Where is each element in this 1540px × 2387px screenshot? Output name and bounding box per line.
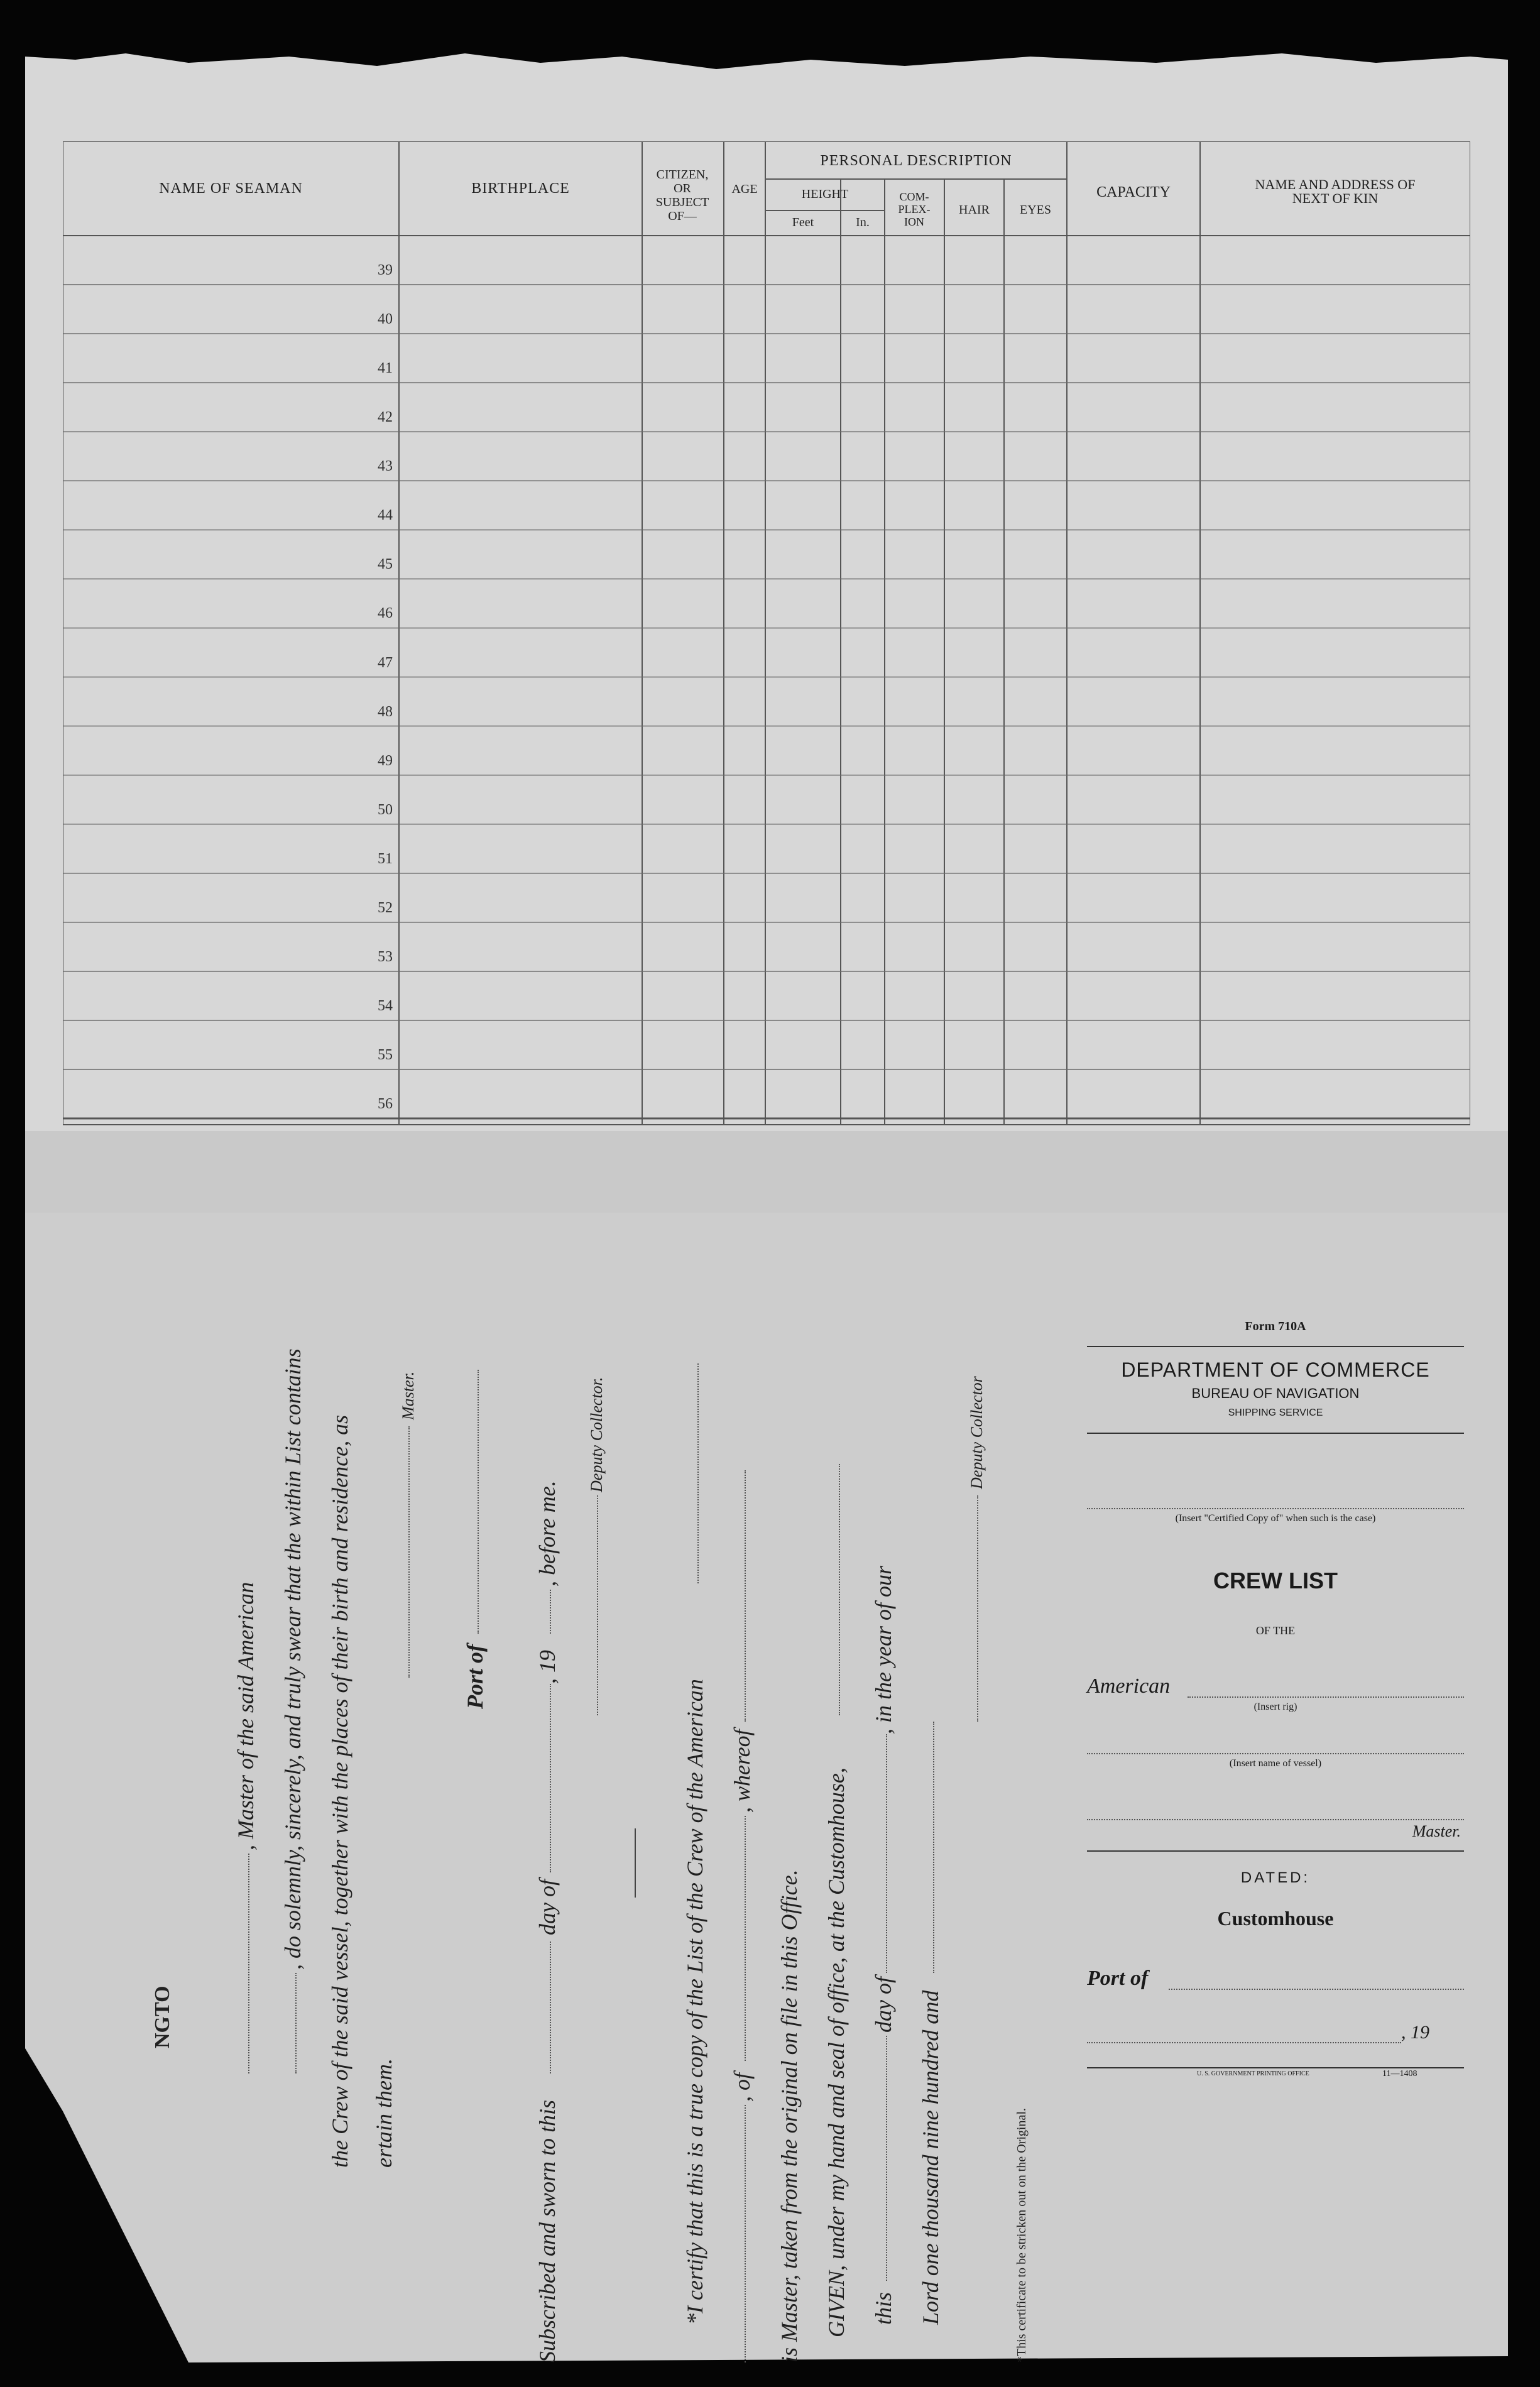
master-line: [1087, 1819, 1464, 1820]
crew-list-table: [63, 141, 1470, 1128]
header-feet: Feet: [792, 216, 814, 229]
deputy-collector-line-2: [977, 1495, 978, 1722]
master-signature-label: Master.: [399, 1371, 417, 1420]
header-capacity: CAPACITY: [1096, 184, 1171, 200]
master-signature-line: [408, 1426, 410, 1678]
rig-line: [1188, 1696, 1464, 1698]
cover-master: Master.: [1412, 1822, 1461, 1840]
deputy-collector-line-1: [597, 1495, 598, 1715]
row-number: 44: [378, 507, 393, 524]
bureau: BUREAU OF NAVIGATION: [1191, 1385, 1360, 1401]
certify-of-line: [745, 1816, 746, 2061]
certify-line-3: is Master, taken from the original on file in this Office.: [777, 1869, 802, 2362]
torn-edge-text: NGTO: [151, 1986, 174, 2048]
subscribed-year: , 19: [535, 1650, 560, 1684]
certify-name-line: [745, 2105, 746, 2362]
row-number: 52: [378, 899, 393, 916]
row-number: 45: [378, 556, 393, 573]
this-label: this: [871, 2291, 896, 2325]
row-number: 48: [378, 703, 393, 720]
dated-label: DATED:: [1240, 1869, 1311, 1886]
header-hair: HAIR: [959, 203, 990, 217]
cover-rule-2: [1087, 1433, 1464, 1434]
cover-rule-top: [1087, 1346, 1464, 1347]
row-number: 50: [378, 801, 393, 818]
oath-blank-2: [295, 1973, 297, 2073]
given-line: GIVEN, under my hand and seal of office, at the Customhouse,: [824, 1767, 849, 2337]
row-number: 51: [378, 850, 393, 867]
row-number: 42: [378, 409, 393, 426]
this-day-line: [886, 2036, 887, 2281]
port-of-line: [478, 1370, 479, 1634]
customhouse: Customhouse: [1217, 1907, 1334, 1930]
month-line: [886, 1734, 887, 1973]
cover-port-of: Port of: [1087, 1967, 1149, 1990]
day-of-label: day of: [871, 1977, 896, 2033]
certify-whereof: , whereof: [729, 1729, 755, 1813]
cover-port-line: [1169, 1989, 1464, 1990]
cover-date-line: [1087, 2042, 1401, 2043]
row-number: 47: [378, 654, 393, 671]
deputy-collector-label-2: Deputy Collector: [968, 1376, 986, 1489]
row-number: 56: [378, 1096, 393, 1112]
subscribed-year-line: [550, 1590, 551, 1634]
header-next-of-kin: NAME AND ADDRESS OF NEXT OF KIN: [1255, 177, 1416, 206]
of-the: OF THE: [1255, 1624, 1296, 1637]
printer-imprint: U. S. GOVERNMENT PRINTING OFFICE: [1197, 2070, 1309, 2077]
print-code: 11—1408: [1382, 2069, 1417, 2078]
header-name-of-seaman: NAME OF SEAMAN: [159, 180, 303, 197]
table-grid: [63, 141, 1470, 1128]
header-inches: In.: [856, 216, 870, 229]
department: DEPARTMENT OF COMMERCE: [1121, 1358, 1430, 1381]
row-number: 43: [378, 458, 393, 475]
row-number: 40: [378, 311, 393, 328]
shipping-service: SHIPPING SERVICE: [1228, 1407, 1323, 1418]
port-of-label: Port of: [462, 1644, 488, 1709]
given-customhouse-line: [839, 1464, 840, 1715]
deputy-collector-label-1: Deputy Collector.: [587, 1377, 606, 1492]
oath-line-1: , Master of the said American: [233, 1581, 258, 1850]
certified-copy-line: [1087, 1508, 1464, 1509]
header-complexion: COM- PLEX- ION: [898, 190, 931, 228]
certify-line-1: *I certify that this is a true copy of the List of the Crew of the American: [682, 1679, 707, 2325]
row-number: 53: [378, 948, 393, 965]
row-number: 41: [378, 360, 393, 377]
subscribed-text: Subscribed and sworn to this: [535, 2099, 560, 2362]
header-eyes: EYES: [1020, 203, 1051, 217]
header-age: AGE: [731, 182, 758, 196]
american-label: American: [1087, 1674, 1171, 1698]
oath-line-2: , do solemnly, sincerely, and truly swear that the within List contains: [280, 1348, 305, 1970]
oath-and-certificate-section: [220, 1257, 1037, 2375]
vessel-line: [1087, 1753, 1464, 1754]
year-of-our-label: , in the year of our: [871, 1566, 896, 1734]
row-number: 49: [378, 752, 393, 769]
row-number: 54: [378, 997, 393, 1014]
section-divider: [635, 1828, 636, 1898]
certify-vessel-line: [697, 1363, 699, 1583]
header-height: HEIGHT: [801, 187, 849, 201]
crew-list-title: CREW LIST: [1213, 1568, 1338, 1593]
cover-rule-bottom: [1087, 2067, 1464, 2068]
subscribed-month-line: [550, 1684, 551, 1872]
header-personal-description: PERSONAL DESCRIPTION: [820, 153, 1012, 169]
subscribed-day-of: day of: [535, 1879, 560, 1935]
row-number: 46: [378, 605, 393, 622]
insert-rig: (Insert rig): [1253, 1701, 1297, 1712]
lord-year-line: [933, 1722, 934, 1973]
certify-of: , of: [729, 2072, 755, 2102]
cover-year: , 19: [1401, 2022, 1429, 2043]
crew-list-cover: [1087, 1319, 1464, 2136]
row-number: 55: [378, 1046, 393, 1063]
header-citizen: CITIZEN, OR SUBJECT OF—: [655, 168, 709, 223]
cover-rule-3: [1087, 1850, 1464, 1852]
oath-name-blank: [248, 1854, 249, 2073]
certified-note: (Insert "Certified Copy of" when such is the case): [1175, 1513, 1376, 1524]
certify-whereof-line: [745, 1470, 746, 1722]
oath-line-3: the Crew of the said vessel, together with the places of their birth and residence, as: [327, 1414, 352, 2168]
lord-line: Lord one thousand nine hundred and: [918, 1990, 943, 2325]
footnote: *This certificate to be stricken out on the Original.: [1015, 2108, 1029, 2362]
form-number: Form 710A: [1245, 1319, 1306, 1333]
subscribed-day-line: [550, 1942, 551, 2073]
subscribed-before-me: , before me.: [535, 1480, 560, 1587]
row-number: 39: [378, 262, 393, 279]
header-birthplace: BIRTHPLACE: [471, 180, 570, 197]
oath-line-4: ertain them.: [371, 2058, 396, 2168]
insert-vessel: (Insert name of vessel): [1229, 1758, 1322, 1769]
